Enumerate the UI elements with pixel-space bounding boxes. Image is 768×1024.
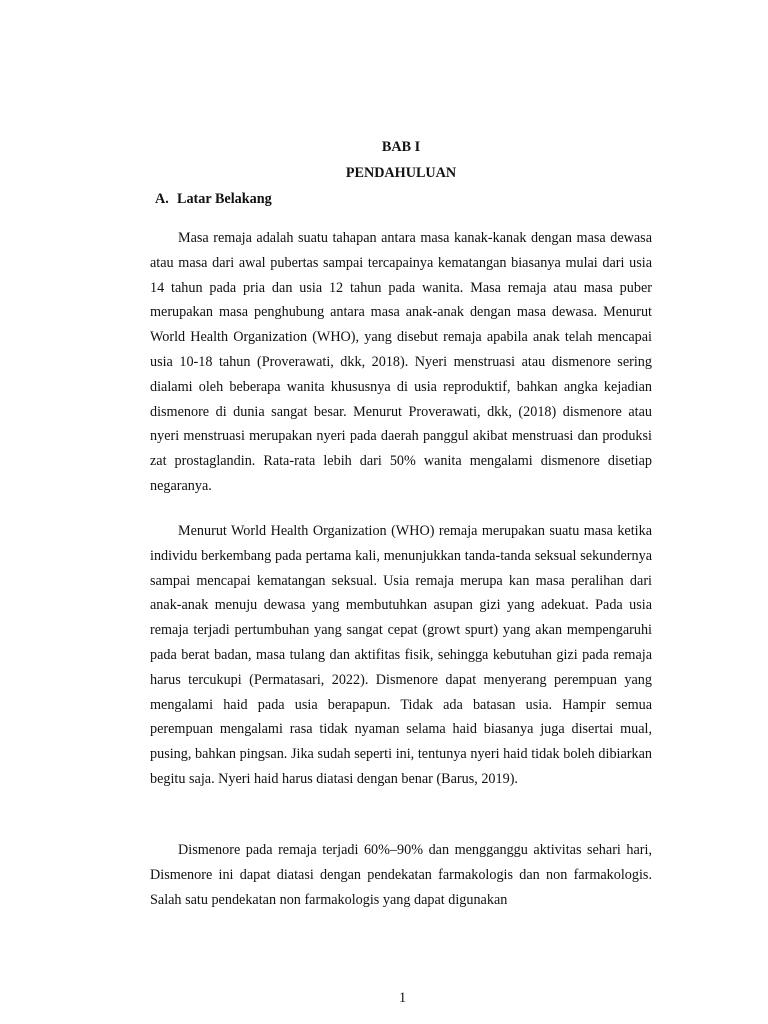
paragraph-3: Dismenore pada remaja terjadi 60%–90% dan mengganggu aktivitas sehari hari, Dismenore ini dapat diatasi dengan pendekatan farmakologis dan non farmakologis. Salah satu pendekatan non farmakologis yang dapat digunakan (150, 842, 652, 908)
chapter-title: PENDAHULUAN (345, 165, 457, 181)
section-marker: A. (155, 191, 169, 207)
section-title: Latar Belakang (177, 191, 272, 207)
chapter-number: BAB I (381, 139, 421, 155)
section-heading (155, 189, 272, 209)
paragraph-1: Masa remaja adalah suatu tahapan antara masa kanak-kanak dengan masa dewasa atau masa dari awal pubertas sampai tercapainya kematangan biasanya mulai dari usia 14 tahun pada pria dan usia 12 tahun pada wanita. Masa remaja atau masa puber merupakan masa penghubung antara masa anak-anak dengan masa dewasa. Menurut World Health Organization (WHO), yang disebut remaja apabila anak telah mencapai usia 10-18 tahun (Proverawati, dkk, 2018). Nyeri menstruasi atau dismenore sering dialami oleh beberapa wanita khususnya di usia reproduktif, bahkan angka kejadian dismenore di dunia sangat besar. Menurut Proverawati, dkk, (2018) dismenore atau nyeri menstruasi merupakan nyeri pada daerah panggul akibat menstruasi dan produksi zat prostaglandin. Rata-rata lebih dari 50% wanita mengalami dismenore disetiap negaranya. (150, 230, 652, 494)
page-number: 1 (398, 990, 407, 1006)
paragraph-2: Menurut World Health Organization (WHO) remaja merupakan suatu masa ketika individu berkembang pada pertama kali, menunjukkan tanda-tanda seksual sekundernya sampai mencapai kematangan seksual. Usia remaja merupa kan masa peralihan dari anak-anak menuju dewasa yang membutuhkan asupan gizi yang adekuat. Pada usia remaja terjadi pertumbuhan yang sangat cepat (growt spurt) yang akan mempengaruhi pada berat badan, masa tulang dan aktifitas fisik, sehingga kebutuhan gizi pada remaja harus tercukupi (Permatasari, 2022). Dismenore dapat menyerang perempuan yang mengalami haid pada usia berapapun. Tidak ada batasan usia. Hampir semua perempuan mengalami rasa tidak nyaman selama haid biasanya juga disertai mual, pusing, bahkan pingsan. Jika sudah seperti ini, tentunya nyeri haid tidak boleh dibiarkan begitu saja. Nyeri haid harus diatasi dengan benar (Barus, 2019). (150, 523, 652, 787)
